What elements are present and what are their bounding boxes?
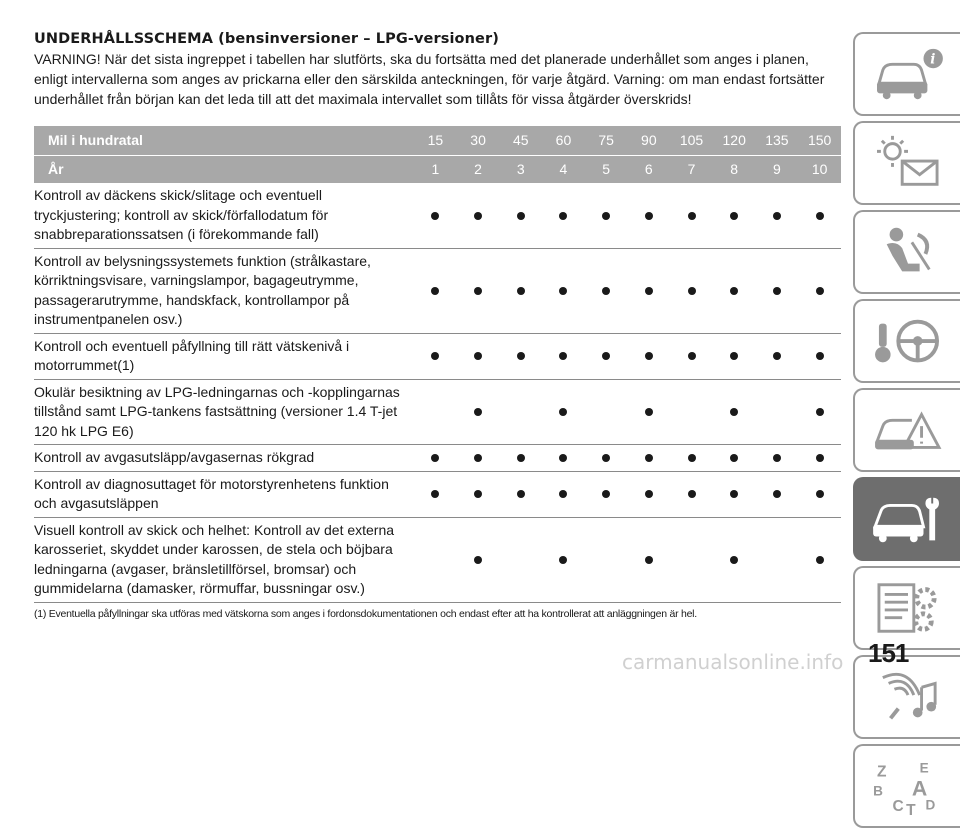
interval-cell [414, 183, 457, 248]
year-value: 6 [627, 155, 670, 183]
svg-text:B: B [872, 783, 883, 799]
breakdown-icon [869, 399, 947, 461]
interval-cell [414, 333, 457, 379]
check-bullet [559, 287, 567, 295]
interval-cell [457, 471, 500, 517]
interval-cell [627, 471, 670, 517]
tab-index[interactable] [853, 744, 960, 828]
interval-cell [713, 445, 756, 472]
interval-cell [457, 379, 500, 445]
interval-cell [756, 379, 799, 445]
interval-cell [627, 248, 670, 333]
interval-cell [499, 183, 542, 248]
year-header-label: År [34, 155, 414, 183]
header-row-years [34, 155, 841, 183]
tab-emergency[interactable] [853, 388, 960, 472]
index-icon [869, 755, 947, 820]
interval-cell [414, 379, 457, 445]
steering-key-icon [869, 310, 947, 372]
year-value: 2 [457, 155, 500, 183]
interval-cell [414, 445, 457, 472]
table-row [34, 517, 841, 602]
interval-cell [585, 248, 628, 333]
check-bullet [688, 490, 696, 498]
miles-value: 15 [414, 126, 457, 155]
svg-text:C: C [892, 798, 904, 816]
interval-cell [670, 379, 713, 445]
svg-text:Z: Z [876, 763, 886, 781]
interval-cell [627, 333, 670, 379]
check-bullet [474, 352, 482, 360]
year-value: 5 [585, 155, 628, 183]
year-value: 10 [798, 155, 841, 183]
row-label: Kontroll av belysningssystemets funktion (strålkastare, körriktningsvisare, varningslampor, bagageutrymme, passagerarutrymme, handskfack, kontrollampor på instrumentpanelen osv.) [34, 248, 414, 333]
tab-maintenance[interactable] [853, 477, 960, 561]
check-bullet [816, 454, 824, 462]
check-bullet [773, 287, 781, 295]
interval-cell [542, 333, 585, 379]
check-bullet [730, 490, 738, 498]
interval-cell [798, 248, 841, 333]
row-label: Kontroll av diagnosuttaget för motorstyrenhetens funktion och avgasutsläppen [34, 471, 414, 517]
interval-cell [585, 379, 628, 445]
interval-cell [542, 248, 585, 333]
check-bullet [645, 556, 653, 564]
page-title: UNDERHÅLLSSCHEMA (bensinversioner – LPG-versioner) [34, 31, 499, 47]
miles-value: 135 [756, 126, 799, 155]
interval-cell [499, 471, 542, 517]
interval-cell [457, 445, 500, 472]
check-bullet [559, 352, 567, 360]
check-bullet [431, 352, 439, 360]
interval-cell [713, 517, 756, 602]
technical-data-icon [869, 577, 947, 639]
check-bullet [816, 352, 824, 360]
interval-cell [414, 517, 457, 602]
header-row-miles [34, 126, 841, 155]
tab-starting-driving[interactable] [853, 299, 960, 383]
interval-cell [713, 333, 756, 379]
year-value: 9 [756, 155, 799, 183]
airbag-seat-icon [869, 221, 947, 283]
interval-cell [670, 333, 713, 379]
table-row [34, 183, 841, 248]
miles-value: 105 [670, 126, 713, 155]
check-bullet [773, 212, 781, 220]
interval-cell [670, 445, 713, 472]
interval-cell [457, 183, 500, 248]
miles-value: 45 [499, 126, 542, 155]
svg-text:i: i [929, 51, 935, 68]
interval-cell [457, 248, 500, 333]
interval-cell [798, 517, 841, 602]
main-content [34, 30, 841, 620]
check-bullet [474, 212, 482, 220]
check-bullet [559, 556, 567, 564]
check-bullet [559, 408, 567, 416]
check-bullet [431, 490, 439, 498]
table-row [34, 471, 841, 517]
check-bullet [517, 490, 525, 498]
interval-cell [585, 183, 628, 248]
interval-cell [756, 183, 799, 248]
check-bullet [816, 287, 824, 295]
table-row [34, 333, 841, 379]
interval-cell [756, 248, 799, 333]
svg-text:E: E [919, 760, 929, 776]
car-info-icon [869, 43, 947, 105]
check-bullet [730, 408, 738, 416]
interval-cell [499, 517, 542, 602]
check-bullet [730, 454, 738, 462]
check-bullet [816, 408, 824, 416]
interval-cell [713, 471, 756, 517]
check-bullet [730, 352, 738, 360]
maintenance-icon [869, 488, 947, 550]
check-bullet [559, 454, 567, 462]
check-bullet [730, 287, 738, 295]
miles-value: 90 [627, 126, 670, 155]
check-bullet [474, 454, 482, 462]
row-label: Kontroll av däckens skick/slitage och eventuell tryckjustering; kontroll av skick/förfallodatum för snabbreparationssatsen (i förekommande fall) [34, 183, 414, 248]
check-bullet [517, 454, 525, 462]
year-value: 8 [713, 155, 756, 183]
check-bullet [688, 454, 696, 462]
interval-cell [627, 445, 670, 472]
row-label: Kontroll och eventuell påfyllning till rätt vätskenivå i motorrummet(1) [34, 333, 414, 379]
year-value: 1 [414, 155, 457, 183]
interval-cell [798, 445, 841, 472]
miles-value: 75 [585, 126, 628, 155]
interval-cell [627, 183, 670, 248]
check-bullet [602, 212, 610, 220]
check-bullet [645, 454, 653, 462]
interval-cell [542, 183, 585, 248]
check-bullet [688, 287, 696, 295]
tab-safety[interactable] [853, 210, 960, 294]
check-bullet [431, 454, 439, 462]
year-value: 7 [670, 155, 713, 183]
tab-car-info[interactable] [853, 32, 960, 116]
interval-cell [713, 183, 756, 248]
interval-cell [670, 183, 713, 248]
interval-cell [798, 379, 841, 445]
maintenance-table [34, 126, 841, 603]
interval-cell [756, 517, 799, 602]
year-value: 3 [499, 155, 542, 183]
interval-cell [756, 333, 799, 379]
row-label: Visuell kontroll av skick och helhet: Kontroll av det externa karosseriet, skyddet under karossen, de stela och böjbara ledningarna (avgaser, bränsletillförsel, bromsar) och gummidelarna (damasker, rörmuffar, bussningar osv.) [34, 517, 414, 602]
check-bullet [730, 212, 738, 220]
interval-cell [414, 248, 457, 333]
watermark: carmanualsonline.info [622, 650, 844, 674]
interval-cell [499, 248, 542, 333]
page-number: 151 [868, 638, 909, 668]
tab-warning-lights[interactable] [853, 121, 960, 205]
interval-cell [457, 333, 500, 379]
check-bullet [645, 352, 653, 360]
warning-lights-icon [869, 132, 947, 194]
check-bullet [688, 212, 696, 220]
interval-cell [627, 379, 670, 445]
check-bullet [474, 408, 482, 416]
interval-cell [670, 248, 713, 333]
row-label: Okulär besiktning av LPG-ledningarnas och -kopplingarnas tillstånd samt LPG-tankens fastsättning (versioner 1.4 T-jet 120 hk LPG E6) [34, 379, 414, 445]
check-bullet [431, 287, 439, 295]
check-bullet [602, 352, 610, 360]
check-bullet [602, 490, 610, 498]
check-bullet [730, 556, 738, 564]
interval-cell [499, 333, 542, 379]
check-bullet [517, 212, 525, 220]
year-value: 4 [542, 155, 585, 183]
interval-cell [627, 517, 670, 602]
miles-value: 120 [713, 126, 756, 155]
chapter-sidebar [853, 32, 960, 833]
warning-text: VARNING! När det sista ingreppet i tabellen har slutförts, ska du fortsätta med det planerade underhållet som anges i planen, enligt intervallerna som anges av prickarna eller den särskilda anteckningen, för varje åtgärd. Varning: om man endast fortsätter underhållet från början kan det leda till att det maximala intervallet som tillåts för vissa åtgärder överskrids! [34, 51, 825, 107]
check-bullet [517, 352, 525, 360]
interval-cell [798, 183, 841, 248]
interval-cell [585, 333, 628, 379]
check-bullet [559, 490, 567, 498]
check-bullet [773, 454, 781, 462]
svg-text:T: T [905, 802, 916, 820]
check-bullet [474, 287, 482, 295]
check-bullet [559, 212, 567, 220]
interval-cell [798, 471, 841, 517]
interval-cell [756, 471, 799, 517]
multimedia-icon [869, 666, 947, 728]
row-label: Kontroll av avgasutsläpp/avgasernas rökgrad [34, 445, 414, 472]
interval-cell [457, 517, 500, 602]
interval-cell [542, 471, 585, 517]
interval-cell [499, 379, 542, 445]
check-bullet [816, 212, 824, 220]
check-bullet [645, 490, 653, 498]
table-row [34, 379, 841, 445]
check-bullet [773, 352, 781, 360]
check-bullet [816, 490, 824, 498]
interval-cell [414, 471, 457, 517]
interval-cell [542, 379, 585, 445]
interval-cell [585, 471, 628, 517]
interval-cell [713, 379, 756, 445]
table-row [34, 248, 841, 333]
interval-cell [585, 445, 628, 472]
table-row [34, 445, 841, 472]
miles-value: 60 [542, 126, 585, 155]
check-bullet [517, 287, 525, 295]
interval-cell [713, 248, 756, 333]
miles-header-label: Mil i hundratal [34, 126, 414, 155]
table-body [34, 183, 841, 602]
check-bullet [773, 490, 781, 498]
check-bullet [645, 408, 653, 416]
footnote: (1) Eventuella påfyllningar ska utföras med vätskorna som anges i fordonsdokumentationen och endast efter att ha kontrollerat att anläggningen är hel. [34, 607, 697, 620]
check-bullet [602, 454, 610, 462]
check-bullet [645, 212, 653, 220]
check-bullet [474, 490, 482, 498]
interval-cell [798, 333, 841, 379]
check-bullet [602, 287, 610, 295]
svg-text:A: A [911, 776, 927, 801]
miles-value: 30 [457, 126, 500, 155]
interval-cell [585, 517, 628, 602]
check-bullet [474, 556, 482, 564]
interval-cell [670, 517, 713, 602]
interval-cell [542, 445, 585, 472]
svg-text:D: D [924, 797, 935, 813]
check-bullet [816, 556, 824, 564]
miles-value: 150 [798, 126, 841, 155]
check-bullet [688, 352, 696, 360]
interval-cell [542, 517, 585, 602]
interval-cell [670, 471, 713, 517]
interval-cell [756, 445, 799, 472]
check-bullet [645, 287, 653, 295]
check-bullet [431, 212, 439, 220]
interval-cell [499, 445, 542, 472]
